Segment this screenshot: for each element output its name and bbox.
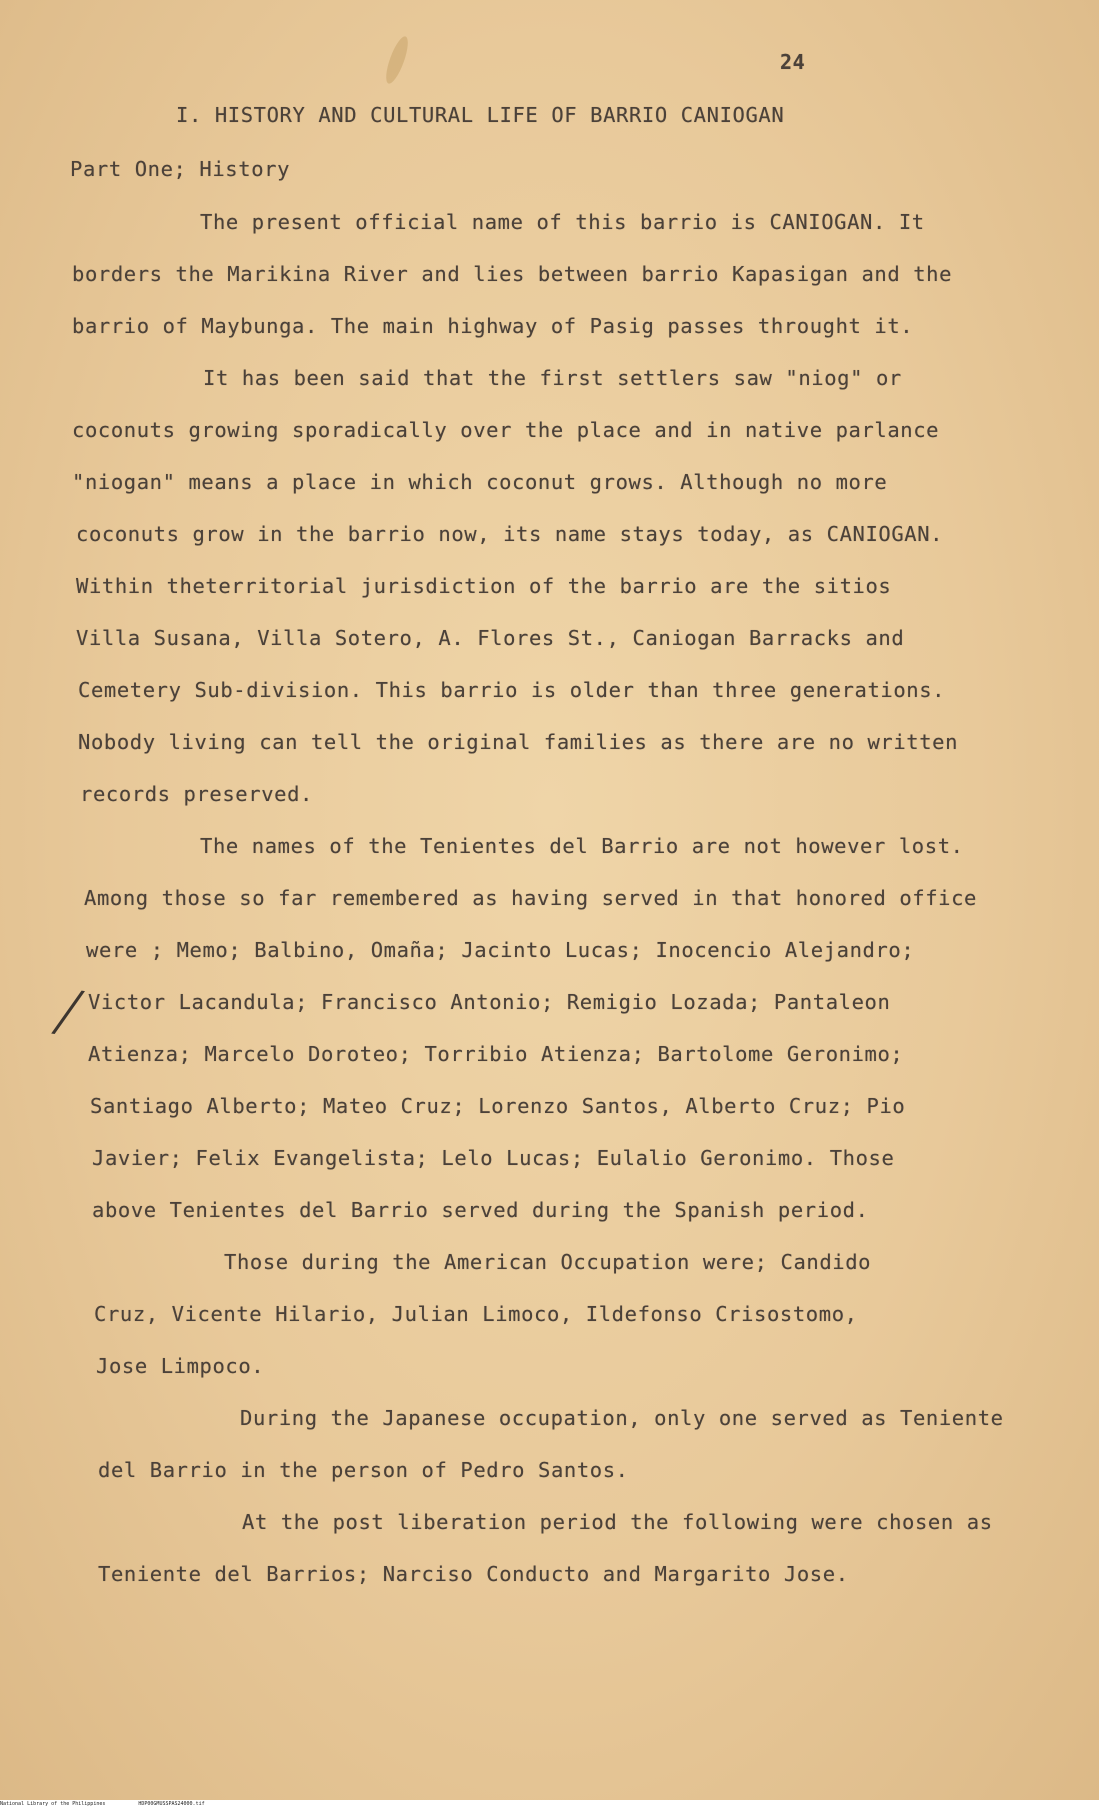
body-line: It has been said that the first settlers saw "niog" or [203, 366, 902, 390]
body-line: barrio of Maybunga. The main highway of Pasig passes throught it. [72, 314, 914, 338]
body-line: At the post liberation period the following were chosen as [242, 1510, 993, 1534]
page-number: 24 [780, 50, 806, 74]
footer-file: HDP00GMUSSPAS24000.tif [138, 1801, 205, 1807]
body-line: Victor Lacandula; Francisco Antonio; Remigio Lozada; Pantaleon [88, 990, 891, 1014]
body-line: coconuts growing sporadically over the place and in native parlance [72, 418, 940, 442]
body-line: During the Japanese occupation, only one served as Teniente [240, 1406, 1004, 1430]
scan-footer [0, 1800, 1099, 1808]
footer-library: National Library of the Philippines [0, 1801, 106, 1807]
body-line: Cemetery Sub-division. This barrio is older than three generations. [78, 678, 946, 702]
body-line: Within theterritorial jurisdiction of the barrio are the sitios [76, 574, 892, 598]
paper-stain [382, 34, 412, 86]
body-line: were ; Memo; Balbino, Omaña; Jacinto Lucas; Inocencio Alejandro; [86, 938, 915, 962]
body-line: coconuts grow in the barrio now, its name stays today, as CANIOGAN. [76, 522, 944, 546]
body-line: Those during the American Occupation were; Candido [224, 1250, 872, 1274]
section-heading: Part One; History [70, 157, 291, 181]
body-line: Santiago Alberto; Mateo Cruz; Lorenzo Santos, Alberto Cruz; Pio [90, 1094, 906, 1118]
body-line: The names of the Tenientes del Barrio are not however lost. [200, 834, 964, 858]
body-line: Teniente del Barrios; Narciso Conducto and Margarito Jose. [98, 1562, 849, 1586]
body-line: Villa Susana, Villa Sotero, A. Flores St., Caniogan Barracks and [76, 626, 905, 650]
body-line: records preserved. [80, 782, 313, 806]
body-line: Cruz, Vicente Hilario, Julian Limoco, Ildefonso Crisostomo, [94, 1302, 858, 1326]
body-line: The present official name of this barrio is CANIOGAN. It [200, 210, 925, 234]
body-line: Nobody living can tell the original families as there are no written [78, 730, 959, 754]
body-line: Javier; Felix Evangelista; Lelo Lucas; Eulalio Geronimo. Those [92, 1146, 895, 1170]
body-line: "niogan" means a place in which coconut grows. Although no more [72, 470, 888, 494]
handwritten-check-mark: ╱ [52, 988, 84, 1038]
document-title: I. HISTORY AND CULTURAL LIFE OF BARRIO CANIOGAN [176, 103, 785, 127]
body-line: borders the Marikina River and lies between barrio Kapasigan and the [72, 262, 953, 286]
body-line: Among those so far remembered as having served in that honored office [84, 886, 978, 910]
body-line: del Barrio in the person of Pedro Santos. [98, 1458, 629, 1482]
body-line: above Tenientes del Barrio served during the Spanish period. [92, 1198, 869, 1222]
body-line: Jose Limpoco. [96, 1354, 265, 1378]
body-line: Atienza; Marcelo Doroteo; Torribio Atienza; Bartolome Geronimo; [88, 1042, 904, 1066]
